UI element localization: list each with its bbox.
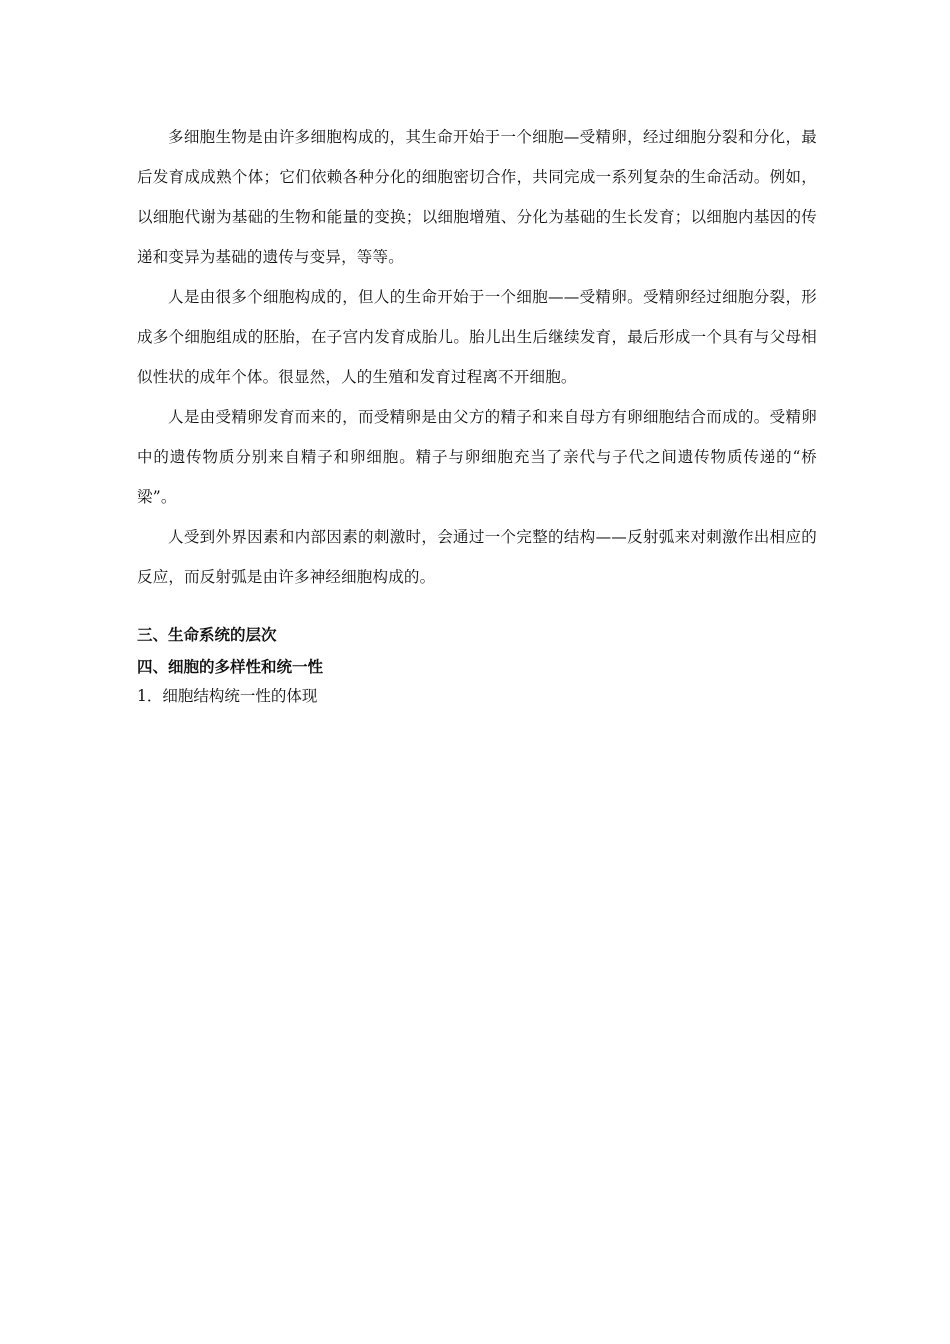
document-body: [137, 117, 817, 709]
paragraph-human-development: 人是由很多个细胞构成的，但人的生命开始于一个细胞——受精卵。受精卵经过细胞分裂，形成多个细胞组成的胚胎，在子宫内发育成胎儿。胎儿出生后继续发育，最后形成一个具有与父母相似性状的成年个体。很显然，人的生殖和发育过程离不开细胞。: [137, 288, 817, 386]
paragraph-fertilized-egg: 人是由受精卵发育而来的，而受精卵是由父方的精子和来自母方有卵细胞结合而成的。受精卵中的遗传物质分别来自精子和卵细胞。精子与卵细胞充当了亲代与子代之间遗传物质传递的“桥梁”。: [137, 408, 817, 506]
heading-life-system-levels: 三、生命系统的层次: [137, 626, 277, 644]
section-block: [137, 619, 817, 709]
heading-cell-diversity-unity: 四、细胞的多样性和统一性: [137, 658, 324, 676]
paragraph-multicellular: 多细胞生物是由许多细胞构成的，其生命开始于一个细胞—受精卵，经过细胞分裂和分化，最后发育成成熟个体；它们依赖各种分化的细胞密切合作，共同完成一系列复杂的生命活动。例如，以细胞代谢为基础的生物和能量的变换；以细胞增殖、分化为基础的生长发育；以细胞内基因的传递和变异为基础的遗传与变异，等等。: [137, 128, 817, 266]
subitem-cell-structure-unity: 1．细胞结构统一性的体现: [137, 687, 318, 705]
paragraph-reflex-arc: 人受到外界因素和内部因素的刺激时，会通过一个完整的结构——反射弧来对刺激作出相应的反应，而反射弧是由许多神经细胞构成的。: [137, 528, 817, 586]
